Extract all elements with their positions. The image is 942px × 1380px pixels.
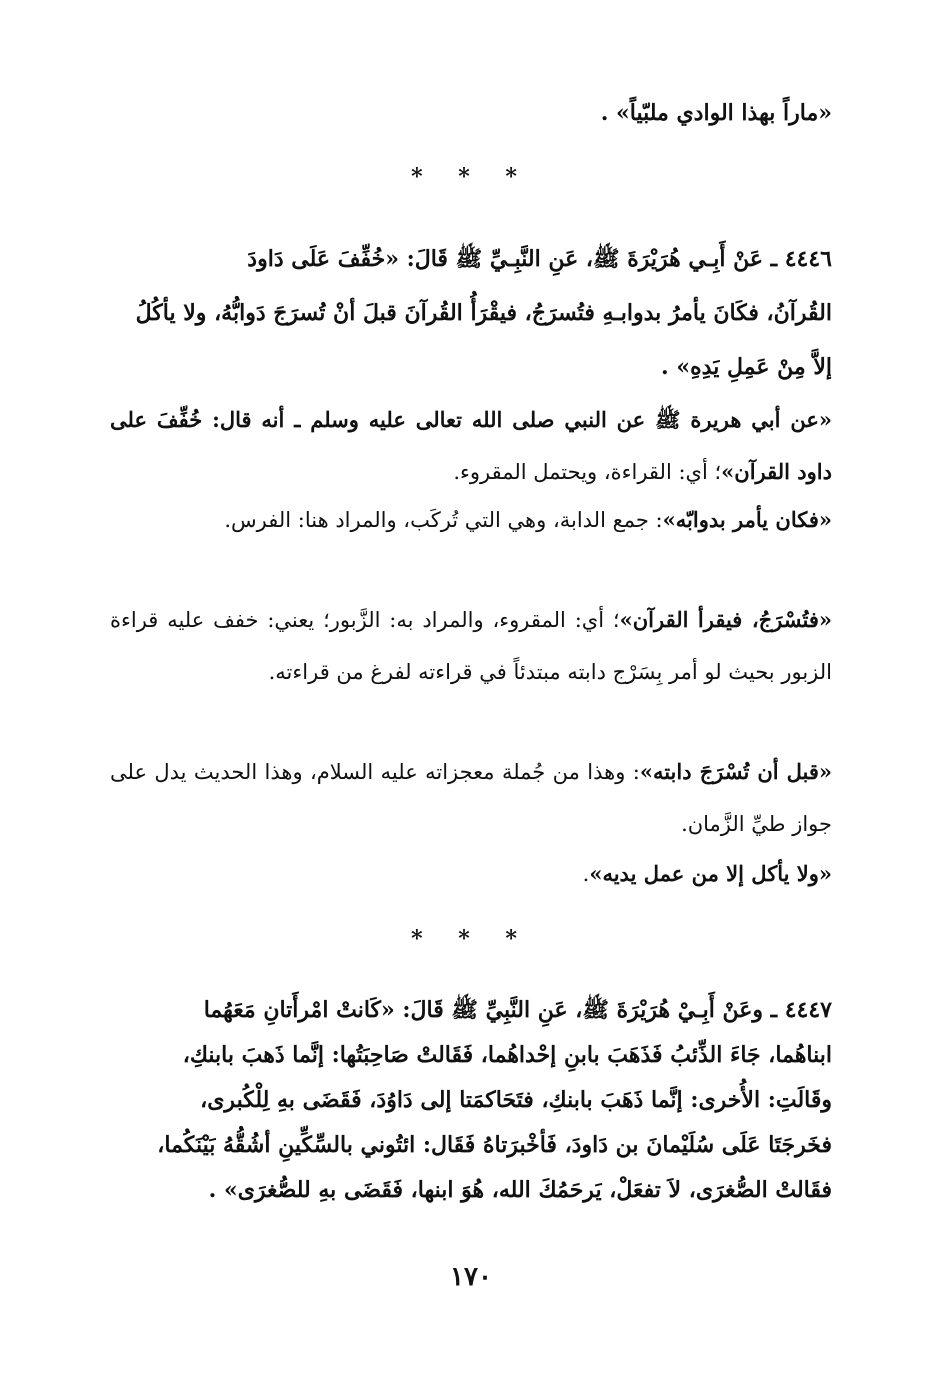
commentary-text: ؛ أي: المقروء، والمراد به: الزَّبور؛ يعني: خفف عليه قراءة الزبور بحيث لو أمر بِسَرْج دابته مبتدئاً في قراءته لفرغ من قراءته. xyxy=(110,608,832,684)
commentary-paragraph xyxy=(110,848,832,900)
commentary-paragraph xyxy=(110,494,832,546)
commentary-quote: «قبل أن تُسْرَجَ دابته» xyxy=(639,759,832,784)
hadith-4447-line: ٤٤٤٧ ـ وعَنْ أَبِـيْ هُرَيْرَةَ ﷺ، عَنِ النَّبِيِّ ﷺ قَالَ: «كَانتْ امْرأَتانِ مَعَهُما xyxy=(203,997,832,1023)
hadith-4446-line: إلاَّ مِنْ عَمِلِ يَدِهِ» . xyxy=(661,354,832,380)
commentary-text: : جمع الدابة، وهي التي تُركَب، والمراد هنا: الفرس. xyxy=(224,508,663,532)
section-separator: * * * xyxy=(411,164,531,190)
commentary-quote: «فكان يأمر بدوابّه» xyxy=(662,507,832,532)
commentary-quote: «فتُسْرَجُ، فيقرأ القرآن» xyxy=(619,607,833,632)
commentary-paragraph xyxy=(110,394,832,498)
hadith-4447-line: فخَرجَتَا عَلَى سُلَيْمانَ بن دَاودَ، فَأخْبرَتاهُ فَقَال: ائتُوني بالسِّكِّينِ أشُقُّهُ بَيْنَكُما، xyxy=(157,1132,832,1158)
commentary-text: . xyxy=(582,862,590,886)
hadith-4447-line: ابناهُما، جَاءَ الذِّئبُ فَذَهَبَ بابنِ إحْداهُما، فَقَالتْ صَاحِبَتُها: إنَّما ذَهبَ بابنكِ، xyxy=(182,1042,832,1068)
hadith-4447 xyxy=(110,988,832,1213)
page-number: ١٧٠ xyxy=(450,1262,492,1292)
commentary-paragraph xyxy=(110,594,832,698)
hadith-4446 xyxy=(110,232,832,394)
section-separator: * * * xyxy=(411,926,531,952)
commentary-quote: «عن أبي هريرة ﷺ عن النبي صلى الله تعالى عليه وسلم ـ أنه قال: خُفِّفَ على داود القرآن» xyxy=(110,407,832,484)
commentary-quote: «ولا يأكل إلا من عمل يديه» xyxy=(589,861,832,886)
commentary-text: : وهذا من جُملة معجزاته عليه السلام، وهذا الحديث يدل على جواز طيِّ الزَّمان. xyxy=(110,760,832,836)
hadith-4447-line: وقَالَتِ: الأُخرى: إنَّما ذَهَبَ بابنكِ، فتَحَاكمَتا إلى دَاوُدَ، فَقَضَى بهِ لِلْكُبرى، xyxy=(200,1087,832,1113)
commentary-text: ؛ أي: القراءة، ويحتمل المقروء. xyxy=(453,460,722,484)
commentary-paragraph xyxy=(110,746,832,850)
hadith-4447-line: فقَالتْ الصُّغرَى، لاَ تفعَلْ، يَرحَمُكَ الله، هُوَ ابنها، فَقَضَى بهِ للصُّغرَى» . xyxy=(208,1177,832,1203)
hadith-4446-line: القُرآنُ، فكَانَ يأمرُ بدوابـهِ فتُسرَجُ، فيقْرَأُ القُرآنَ قبلَ أنْ تُسرَجَ دَوابُّهُ، ولا يأكُلُ xyxy=(135,300,832,326)
top-fragment: «ماراً بهذا الوادي ملبّياً» . xyxy=(600,100,832,126)
hadith-4446-line: ٤٤٤٦ ـ عَنْ أَبِـي هُرَيْرَةَ ﷺ، عَنِ النَّبِـيِّ ﷺ قَالَ: «خُفِّفَ عَلَى دَاودَ xyxy=(247,246,832,272)
